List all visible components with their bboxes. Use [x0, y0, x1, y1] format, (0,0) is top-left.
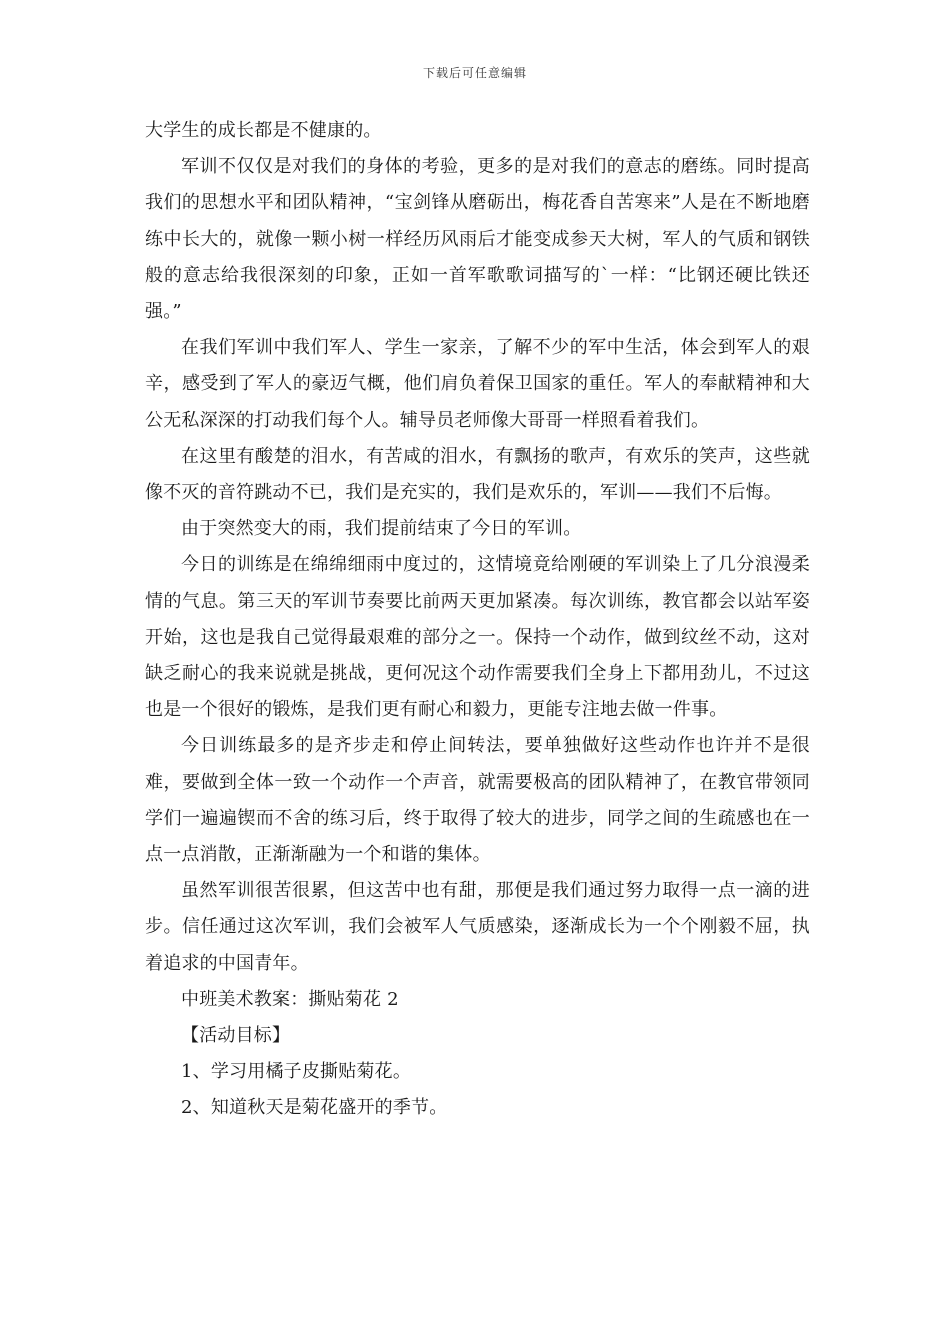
paragraph-7: 今日训练最多的是齐步走和停止间转法，要单独做好这些动作也许并不是很难，要做到全体一致一个动作一个声音，就需要极高的团队精神了，在教官带领同学们一遍遍锲而不舍的练习后，终于取得了较大的进步，同学之间的生疏感也在一点一点消散，正渐渐融为一个和谐的集体。 — [145, 735, 810, 866]
goal-item-2: 2、知道秋天是菊花盛开的季节。 — [181, 1097, 448, 1119]
paragraph-6: 今日的训练是在绵绵细雨中度过的，这情境竟给刚硬的军训染上了几分浪漫柔情的气息。第三天的军训节奏要比前两天更加紧凑。每次训练，教官都会以站军姿开始，这也是我自己觉得最艰难的部分之一。保持一个动作，做到纹丝不动，这对缺乏耐心的我来说就是挑战，更何况这个动作需要我们全身上下都用劲儿，不过这也是一个很好的锻炼，是我们更有耐心和毅力，更能专注地去做一件事。 — [145, 554, 810, 721]
section-title: 中班美术教案：撕贴菊花 2 — [181, 988, 399, 1010]
page-header: 下载后可任意编辑 — [422, 66, 527, 80]
paragraph-5: 由于突然变大的雨，我们提前结束了今日的军训。 — [181, 518, 582, 540]
paragraph-4: 在这里有酸楚的泪水，有苦咸的泪水，有飘扬的歌声，有欢乐的笑声，这些就像不灭的音符跳动不已，我们是充实的，我们是欢乐的，军训——我们不后悔。 — [145, 445, 810, 504]
paragraph-1: 大学生的成长都是不健康的。 — [145, 120, 382, 141]
activity-goals-heading: 【活动目标】 — [181, 1025, 291, 1047]
goal-item-1: 1、学习用橘子皮撕贴菊花。 — [181, 1061, 412, 1083]
document-body — [145, 113, 810, 1127]
paragraph-3: 在我们军训中我们军人、学生一家亲，了解不少的军中生活，体会到军人的艰辛，感受到了军人的豪迈气概，他们肩负着保卫国家的重任。军人的奉献精神和大公无私深深的打动我们每个人。辅导员老师像大哥哥一样照看着我们。 — [145, 337, 810, 431]
paragraph-2: 军训不仅仅是对我们的身体的考验，更多的是对我们的意志的磨练。同时提高我们的思想水平和团队精神，“宝剑锋从磨砺出，梅花香自苦寒来”人是在不断地磨练中长大的，就像一颗小树一样经历风雨后才能变成参天大树，军人的气质和钢铁般的意志给我很深刻的印象，正如一首军歌歌词描写的`一样：“比钢还硬比铁还强。” — [145, 156, 810, 323]
paragraph-8: 虽然军训很苦很累，但这苦中也有甜，那便是我们通过努力取得一点一滴的进步。信任通过这次军训，我们会被军人气质感染，逐渐成长为一个个刚毅不屈，执着追求的中国青年。 — [145, 880, 810, 974]
